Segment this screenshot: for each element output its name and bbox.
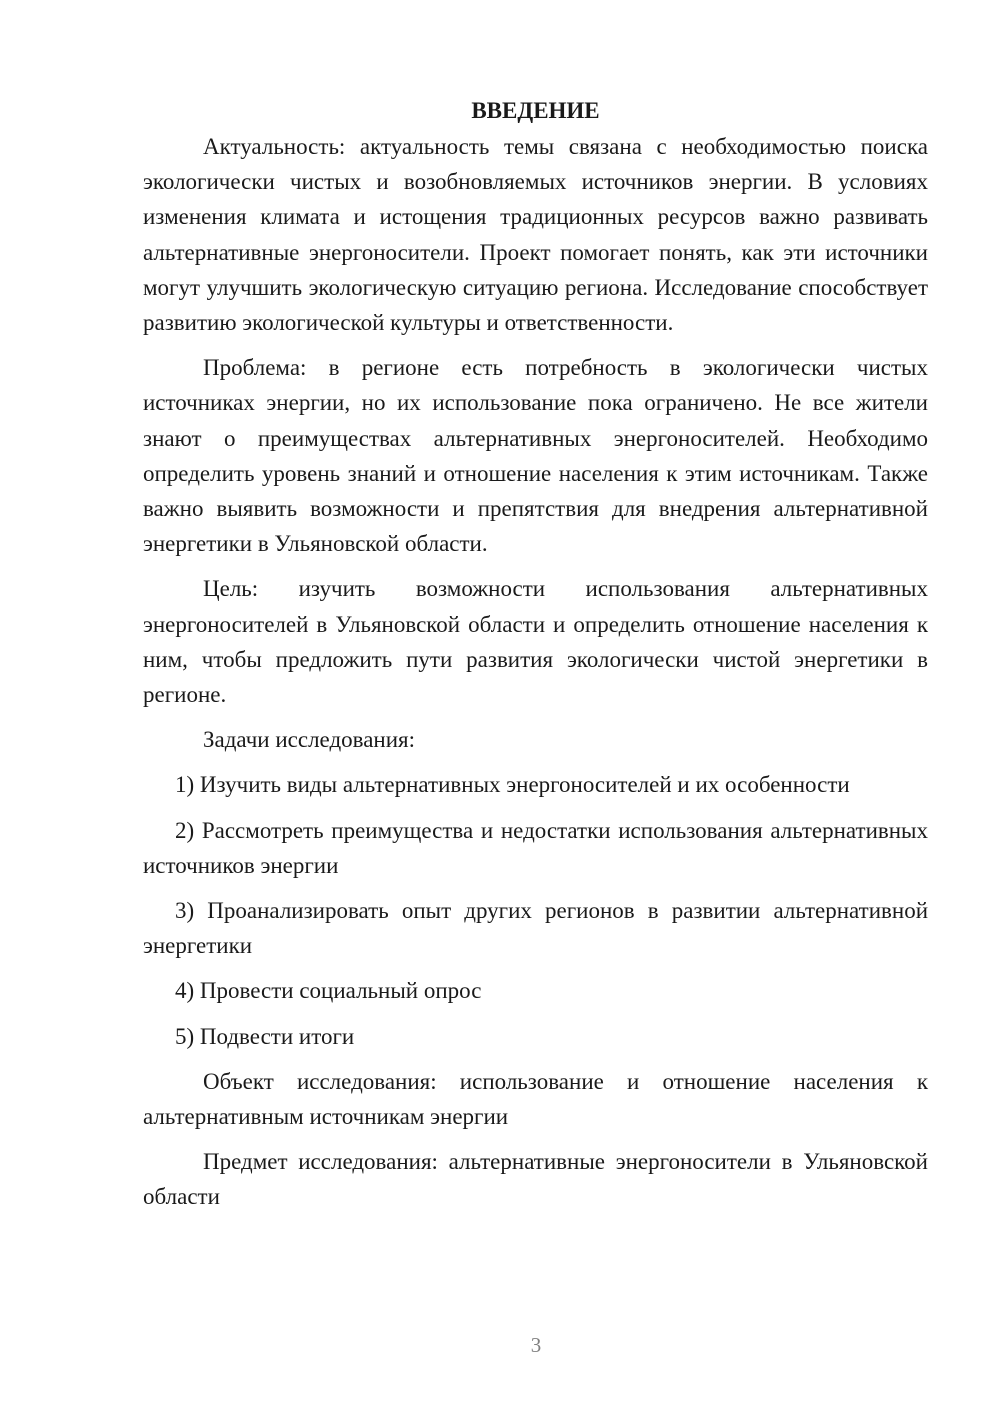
task-item-1: 1) Изучить виды альтернативных энергоносителей и их особенности bbox=[175, 772, 850, 798]
tasks-heading: Задачи исследования: bbox=[203, 727, 416, 753]
task-item-2: 2) Рассмотреть преимущества и недостатки использования альтернативных источников энергии bbox=[143, 817, 928, 878]
task-item-3: 3) Проанализировать опыт других регионов в развитии альтернативной энергетики bbox=[143, 898, 928, 959]
goal-paragraph: Цель: изучить возможности использования альтернативных энергоносителей в Ульяновской области и определить отношение населения к ним, чтобы предложить пути развития экологически чистой энергетики в регионе. bbox=[143, 576, 928, 708]
section-title: ВВЕДЕНИЕ bbox=[471, 98, 600, 123]
research-subject-paragraph: Предмет исследования: альтернативные энергоносители в Ульяновской области bbox=[143, 1149, 928, 1210]
page-content bbox=[143, 95, 928, 1225]
relevance-paragraph: Актуальность: актуальность темы связана с необходимостью поиска экологически чистых и возобновляемых источников энергии. В условиях изменения климата и истощения традиционных ресурсов важно развивать альтернативные энергоносители. Проект помогает понять, как эти источники могут улучшить экологическую ситуацию региона. Исследование способствует развитию экологической культуры и ответственности. bbox=[143, 134, 928, 336]
task-item-5: 5) Подвести итоги bbox=[175, 1023, 355, 1049]
problem-paragraph: Проблема: в регионе есть потребность в экологически чистых источниках энергии, но их использование пока ограничено. Не все жители знают о преимуществах альтернативных энергоносителей. Необходимо определить уровень знаний и отношение населения к этим источникам. Также важно выявить возможности и препятствия для внедрения альтернативной энергетики в Ульяновской области. bbox=[143, 355, 928, 557]
page-number: 3 bbox=[530, 1333, 542, 1357]
task-item-4: 4) Провести социальный опрос bbox=[175, 978, 482, 1004]
research-object-paragraph: Объект исследования: использование и отношение населения к альтернативным источникам энергии bbox=[143, 1068, 928, 1130]
